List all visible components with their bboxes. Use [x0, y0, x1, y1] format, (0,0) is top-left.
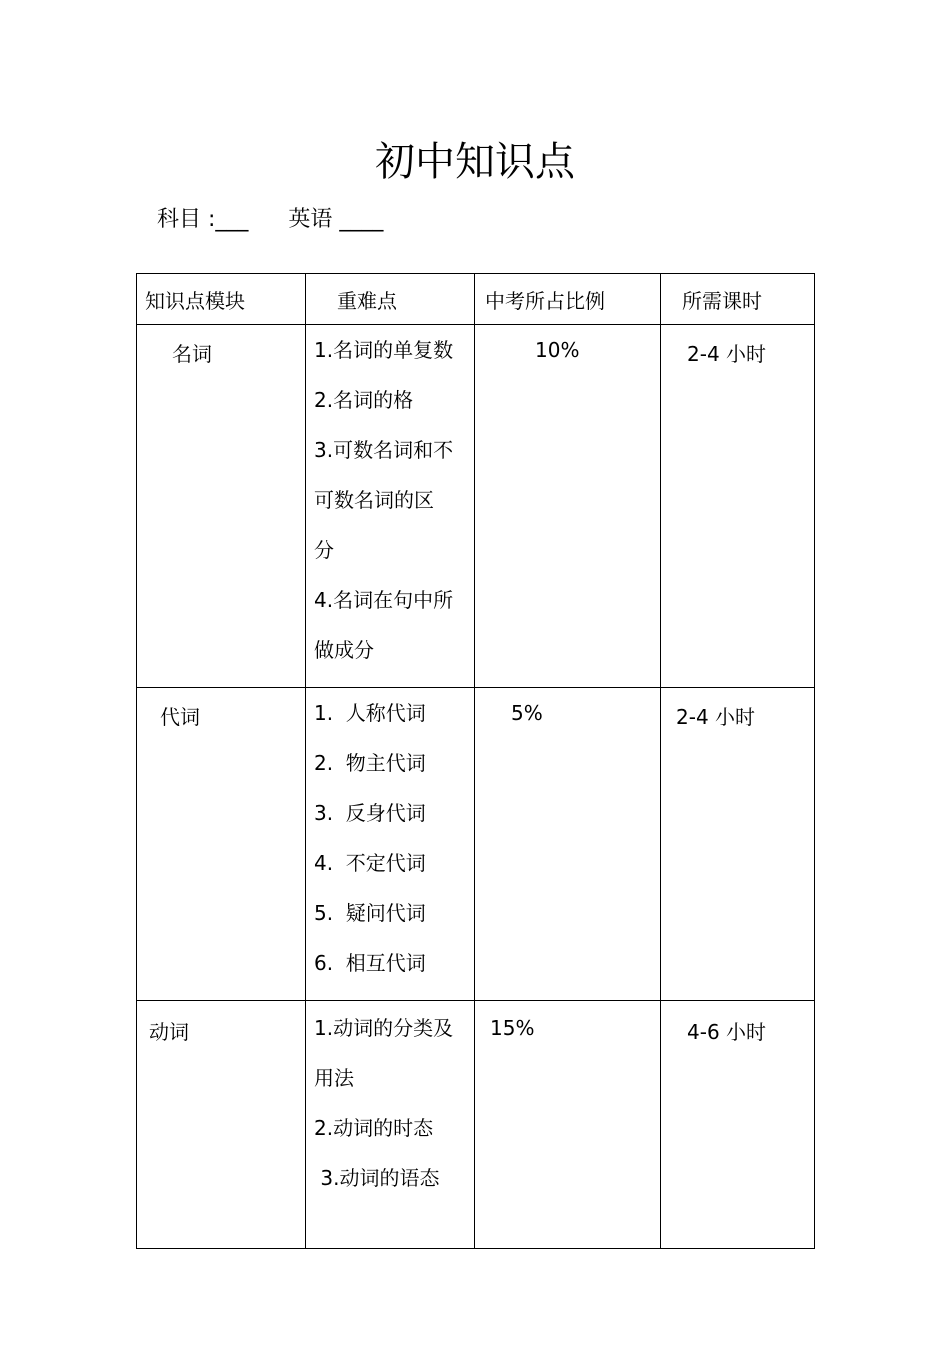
header-points: 重难点	[337, 288, 397, 313]
module-name: 动词	[149, 1020, 189, 1044]
points-cell	[306, 325, 475, 688]
ratio-cell	[475, 1001, 661, 1249]
point-item: 可数名词的区	[314, 488, 434, 512]
header-ratio: 中考所占比例	[485, 288, 605, 313]
hours-cell	[661, 325, 815, 688]
module-name: 代词	[160, 705, 200, 729]
header-module: 知识点模块	[145, 288, 245, 313]
table-row	[137, 688, 815, 1001]
header-cell	[661, 274, 815, 325]
hours-value: 4-6 小时	[687, 1020, 767, 1044]
point-item: 2.动词的时态	[314, 1116, 434, 1140]
table-row	[137, 325, 815, 688]
point-item: 4.名词在句中所	[314, 588, 454, 612]
ratio-value: 5%	[511, 701, 543, 725]
header-cell	[306, 274, 475, 325]
module-cell	[137, 688, 306, 1001]
point-item: 2.名词的格	[314, 388, 414, 412]
point-item: 2. 物主代词	[314, 751, 426, 775]
table-header-row	[137, 274, 815, 325]
header-hours: 所需课时	[682, 288, 762, 313]
point-item: 3.动词的语态	[314, 1166, 440, 1190]
subject-value: 英语 ____	[288, 207, 384, 232]
hours-cell	[661, 1001, 815, 1249]
knowledge-table	[136, 273, 815, 1249]
hours-value: 2-4 小时	[687, 342, 767, 366]
hours-cell	[661, 688, 815, 1001]
ratio-cell	[475, 688, 661, 1001]
subject-label: 科目 :___	[157, 207, 249, 232]
header-cell	[475, 274, 661, 325]
page-title: 初中知识点	[375, 139, 575, 185]
subject-line	[157, 202, 383, 233]
point-item: 1.名词的单复数	[314, 338, 454, 362]
points-cell	[306, 1001, 475, 1249]
point-item: 3.可数名词和不	[314, 438, 454, 462]
table-row	[137, 1001, 815, 1249]
point-item: 5. 疑问代词	[314, 901, 426, 925]
point-item: 1. 人称代词	[314, 701, 426, 725]
point-item: 做成分	[314, 638, 374, 662]
header-cell	[137, 274, 306, 325]
points-cell	[306, 688, 475, 1001]
module-cell	[137, 1001, 306, 1249]
point-item: 4. 不定代词	[314, 851, 426, 875]
module-cell	[137, 325, 306, 688]
hours-value: 2-4 小时	[676, 705, 756, 729]
point-item: 3. 反身代词	[314, 801, 426, 825]
point-item: 分	[314, 538, 334, 562]
ratio-value: 10%	[535, 338, 580, 362]
point-item: 1.动词的分类及	[314, 1016, 454, 1040]
point-item: 用法	[314, 1066, 354, 1090]
ratio-value: 15%	[490, 1016, 535, 1040]
point-item: 6. 相互代词	[314, 951, 426, 975]
module-name: 名词	[172, 342, 212, 366]
ratio-cell	[475, 325, 661, 688]
